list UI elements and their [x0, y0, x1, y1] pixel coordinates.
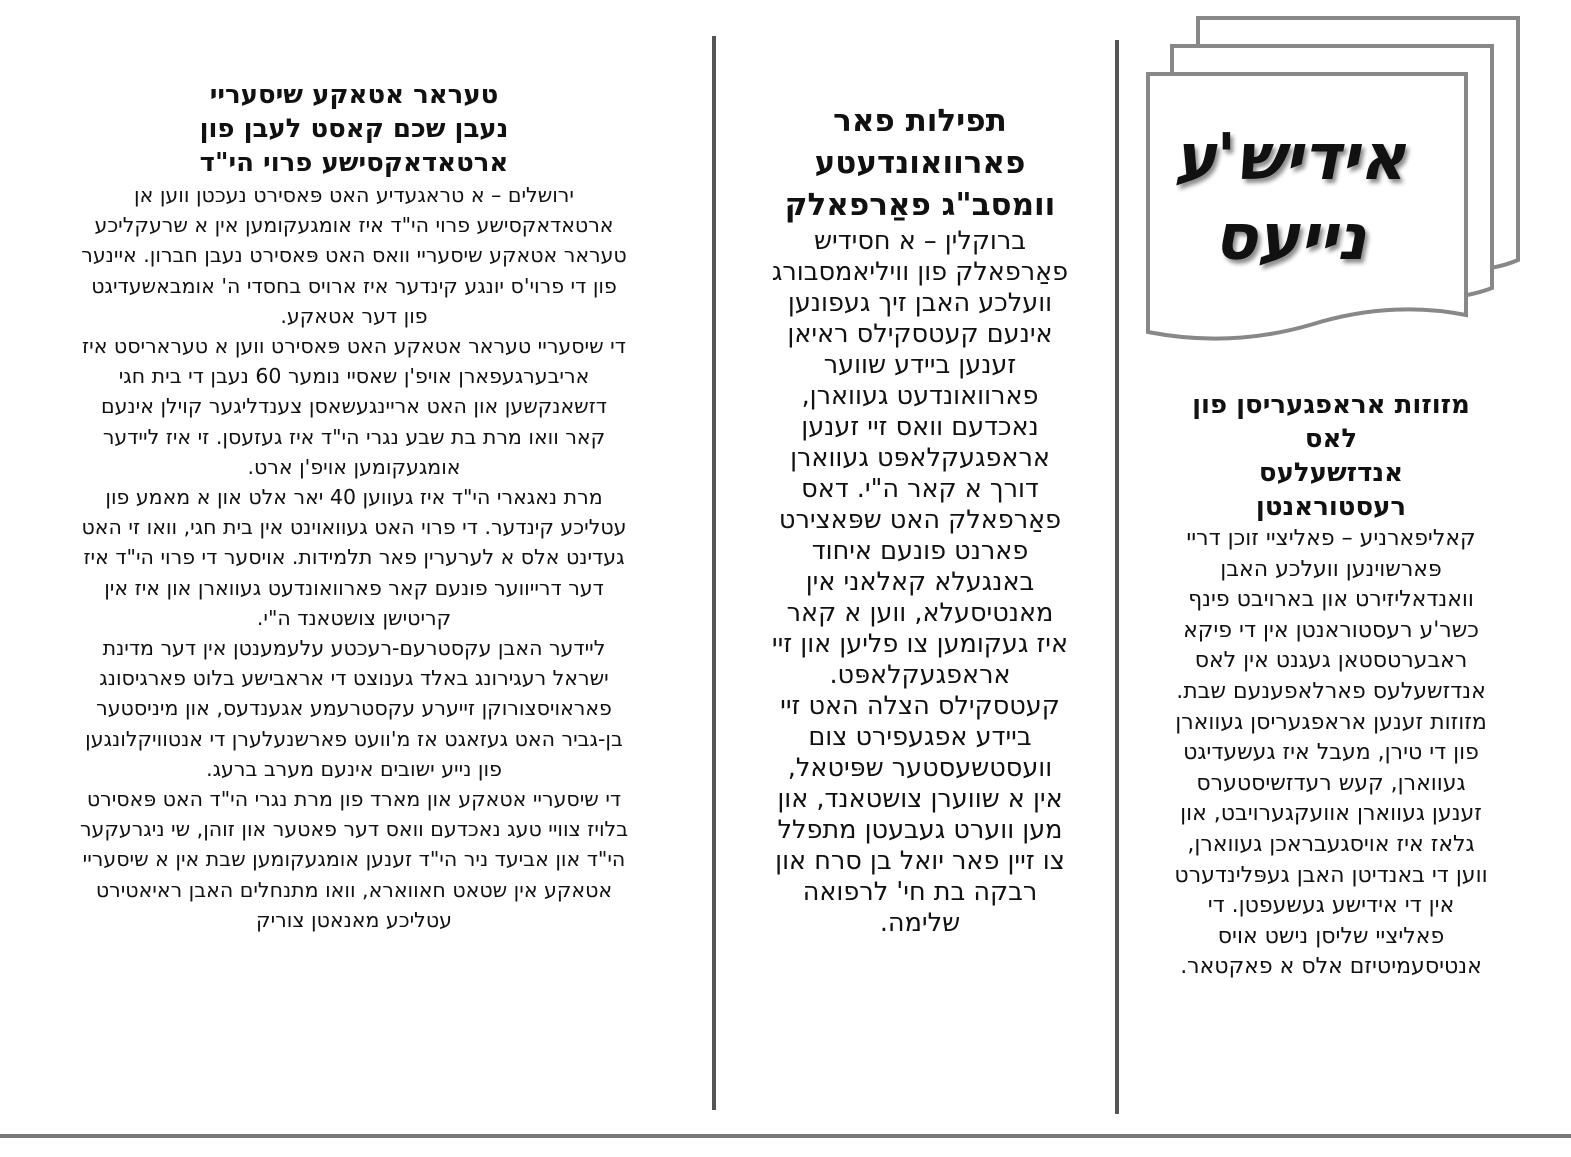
article-paragraph: ברוקלין – א חסידיש פאַרפאלק פון וויליאמסבורג וועלכע האבן זיך געפונען אינעם קעטסקילס ראיאן זענען ביידע שווער פארוואונדעט געווארן, נאכדעם וואס זיי זענען אראפגעקלאפּט געווארן דורך א קאר ה"י. דאס פאַרפאלק האט שפּאצירט פארנט פונעם איחוד באנגעלא קאלאני אין מאנטיסעלא, ווען א קאר איז געקומען צו פליען און זיי אראפגעקלאפּט. [771, 226, 1069, 690]
article-paragraph: קאליפארניע – פאליציי זוכן דריי פּארשוינען וועלכע האבן וואנדאליזירט און בארויבט פינף כשר'ע רעסטוראנטן אין די פיקא ראבערטסטאן געגנט אין לאס אנדזשעלעס פארלאפענעם שבת. מזוזות זענען אראפגעריסן געווארן פון די טירן, מעבל איז געשעדיגט געווארן, קעש רעדזשיסטערס זענען געווארן אוועקגערויבט, און גלאז איז אויסגעבראכן געווארן, ווען די באנדיטן האבן געפּלינדערט אין די אידישע געשעפטן. די פאליציי שליסן נישט אויס אנטיסעמיטיזם אלס א פאקטאר. [1174, 526, 1488, 980]
column-divider-left [712, 36, 716, 1110]
article-paragraph: קעטסקילס הצלה האט זיי ביידע אפגעפירט צום וועסטשעסטער שפּיטאל, אין א שווערן צושטאנד, און מען ווערט געבעטן מתפלל צו זיין פאר יואל בן סרח און רבקה בת חי' לרפואה שלימה. [775, 691, 1065, 938]
article-paragraph: די שיסעריי אטאקע און מארד פון מרת נגרי הי"ד האט פּאסירט בלויז צוויי טעג נאכדעם וואס דער פאטער און זוהן, שי ניגרעקער הי"ד און אביעד ניר הי"ד זענען אומגעקומען שבת אין א שיסעריי אטאקע אין שטאט חאווארא, וואו מתנחלים האבן ראיאטירט עטליכע מאנאטן צוריק [79, 787, 629, 932]
article-mezuzos-vandalized [1172, 388, 1490, 983]
bottom-rule [0, 1134, 1571, 1138]
article-headline: מזוזות אראפגעריסן פון לאס אנדזשעלעס רעסטוראנטן [1192, 390, 1470, 522]
article-paragraph: מרת נאגארי הי"ד איז געווען 40 יאר אלט און א מאמע פון עטליכע קינדער. די פרוי האט געוואוינט אין בית חגי, וואו זי האט געדינט אלס א לערערין פאר תלמידות. אויסער די פרוי הי"ד איז דער דרייווער פונעם קאר פארוואונדעט געווארן און איז אין קריטישן צושטאנד ה"י. [81, 485, 627, 630]
masthead-title [1160, 118, 1420, 278]
article-paragraph: ירושלים – א טראגעדיע האט פּאסירט נעכטן ווען אן ארטאדאקסישע פרוי הי"ד איז אומגעקומען אין א שרעקליכע טעראר אטאקע שיסעריי וואס האט פּאסירט נעבן חברון. איינער פון די פרוי'ס יונגע קינדער איז ארויס בחסדי ה' אומבאשעדיגט פון דער אטאקע. [81, 183, 627, 328]
article-headline: טעראר אטאקע שיסעריי נעבן שכם קאסט לעבן פון ארטאדאקסישע פרוי הי"ד [199, 80, 509, 178]
masthead-title-line2: נייעס [1213, 201, 1367, 275]
article-headline: תפילות פאר פארוואונדעטע וומסב"ג פאַרפאלק [784, 103, 1056, 223]
article-injured-couple [770, 100, 1070, 939]
article-terror-attack [78, 78, 630, 935]
article-paragraph: די שיסעריי טעראר אטאקע האט פּאסירט ווען א טעראריסט איז אריבערגעפארן אויפ'ן שאסיי נומער 60 נעבן די בית חגי דזשאנקשען און האט אריינגעשאסן צענדליגער קוילן אינעם קאר וואו מרת בת שבע נגרי הי"ד איז געזעסן. זי איז ליידער אומגעקומען אויפ'ן ארט. [82, 334, 626, 479]
column-divider-right [1115, 40, 1119, 1114]
article-paragraph: ליידער האבן עקסטרעם-רעכטע עלעמענטן אין דער מדינת ישראל רעגירונג באלד גענוצט די אראבישע בלוט פארגיסונג פאראויסצורוקן זייערע עקסטרעמע אגענדעס, און מיניסטער בן-גביר האט געזאגט אז מ'וועט פארשנעלערן די אנטוויקלונגען פון נייע ישובים אינעם מערב ברעג. [85, 636, 623, 781]
masthead-title-line1: אידיש'ע [1173, 121, 1407, 195]
